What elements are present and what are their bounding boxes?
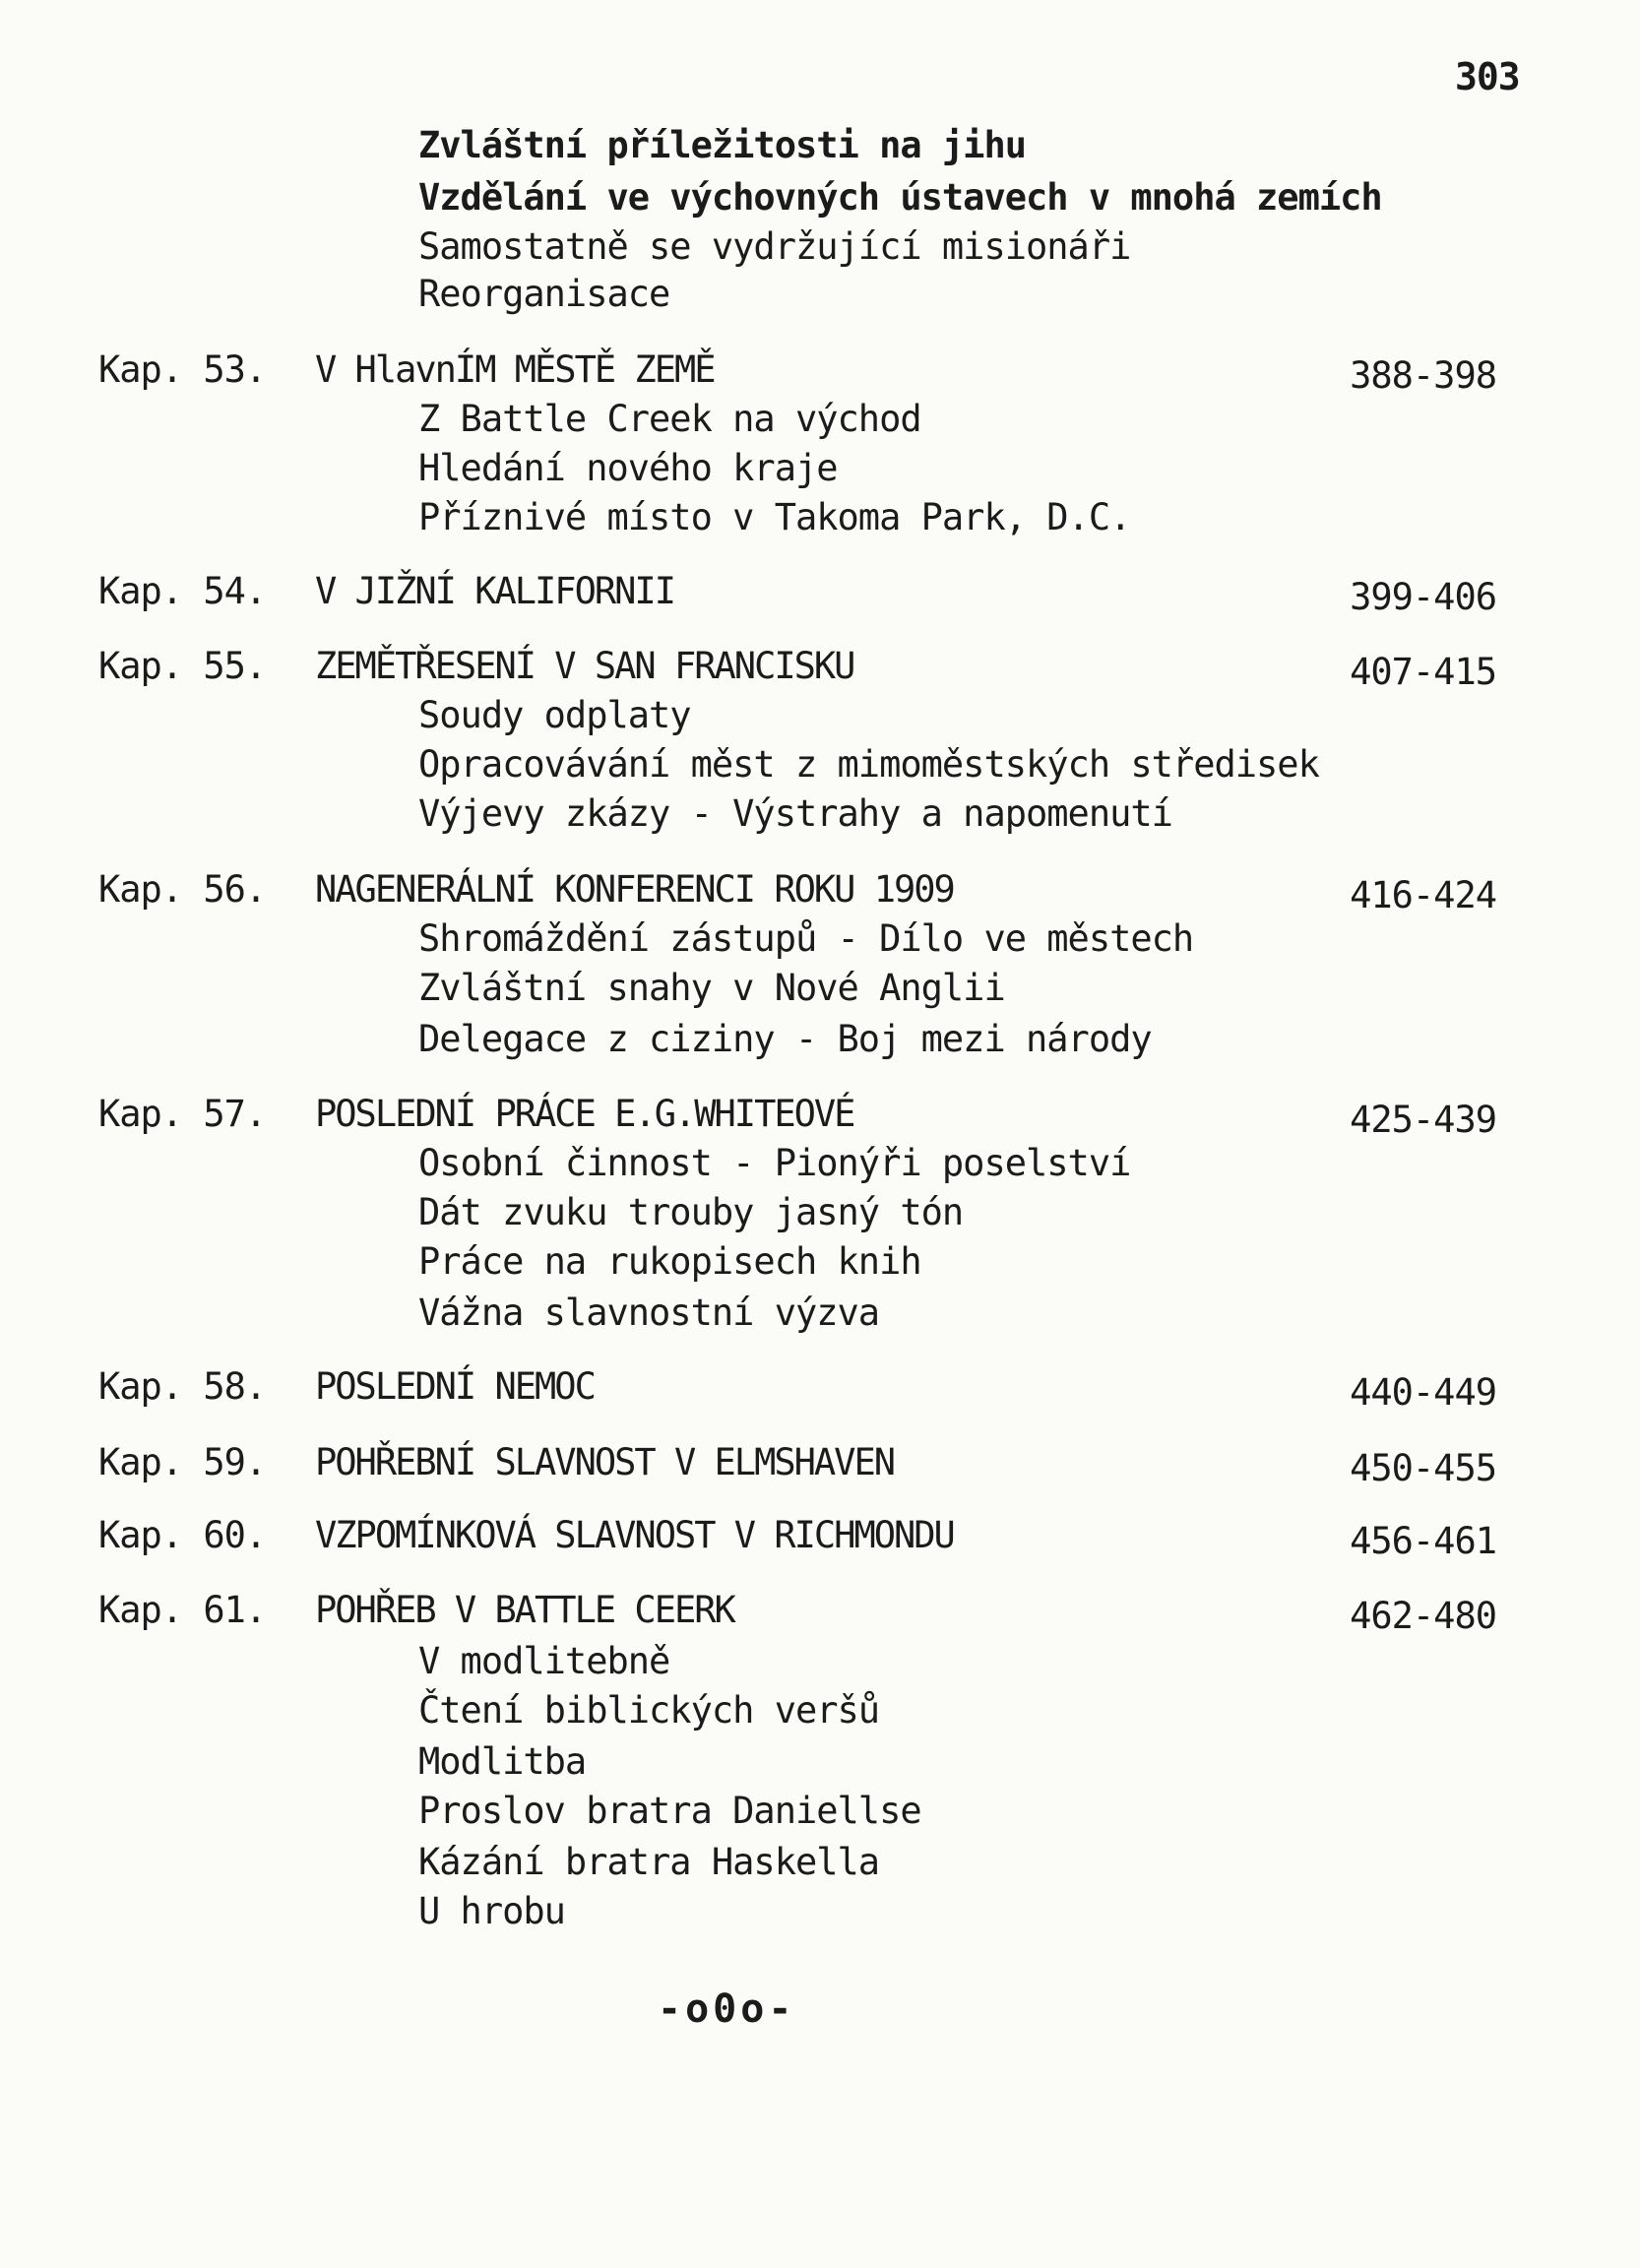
- chapter-subtopic: Z Battle Creek na východ: [418, 398, 921, 440]
- chapter-title: POSLEDNÍ PRÁCE E.G.WHITEOVÉ: [315, 1093, 854, 1135]
- chapter-label: Kap. 59.: [98, 1441, 267, 1483]
- chapter-entry: [98, 643, 1496, 692]
- chapter-label: Kap. 53.: [98, 348, 267, 391]
- chapter-title: ZEMĚTŘESENÍ V SAN FRANCISKU: [315, 645, 854, 687]
- intro-line: Vzdělání ve výchovných ústavech v mnohá zemích: [418, 176, 1382, 219]
- chapter-label: Kap. 58.: [98, 1365, 267, 1408]
- chapter-pages: 388-398: [1350, 354, 1496, 397]
- chapter-subtopic: Shromáždění zástupů - Dílo ve městech: [418, 917, 1194, 960]
- chapter-subtopic: Proslov bratra Daniellse: [418, 1790, 921, 1832]
- chapter-entry: [98, 1439, 1496, 1488]
- chapter-label: Kap. 57.: [98, 1093, 267, 1135]
- chapter-title: V JIŽNÍ KALIFORNII: [315, 570, 674, 612]
- chapter-pages: 456-461: [1350, 1520, 1496, 1562]
- chapter-label: Kap. 54.: [98, 570, 267, 612]
- chapter-entry: [98, 568, 1496, 617]
- chapter-entry: [98, 1512, 1496, 1561]
- chapter-subtopic: Hledání nového kraje: [418, 447, 838, 489]
- page-number: 303: [1455, 55, 1520, 98]
- chapter-title: POHŘEBNÍ SLAVNOST V ELMSHAVEN: [315, 1441, 895, 1483]
- chapter-label: Kap. 61.: [98, 1589, 267, 1631]
- chapter-entry: [98, 1091, 1496, 1140]
- chapter-subtopic: Kázání bratra Haskella: [418, 1841, 880, 1883]
- chapter-subtopic: Vážna slavnostní výzva: [418, 1292, 880, 1334]
- chapter-subtopic: Výjevy zkázy - Výstrahy a napomenutí: [418, 792, 1172, 835]
- chapter-subtopic: Práce na rukopisech knih: [418, 1240, 921, 1283]
- intro-line: Samostatně se vydržující misionáři: [418, 225, 1131, 268]
- chapter-subtopic: Osobní činnost - Pionýři poselství: [418, 1142, 1131, 1184]
- chapter-subtopic: U hrobu: [418, 1890, 565, 1932]
- chapter-subtopic: Zvláštní snahy v Nové Anglii: [418, 967, 1005, 1009]
- chapter-label: Kap. 60.: [98, 1514, 267, 1556]
- chapter-title: VZPOMÍNKOVÁ SLAVNOST V RICHMONDU: [315, 1514, 954, 1556]
- chapter-subtopic: Delegace z ciziny - Boj mezi národy: [418, 1018, 1152, 1060]
- intro-line: Reorganisace: [418, 273, 670, 315]
- chapter-entry: [98, 1587, 1496, 1636]
- chapter-subtopic: Příznivé místo v Takoma Park, D.C.: [418, 496, 1131, 538]
- chapter-pages: 416-424: [1350, 874, 1496, 916]
- chapter-subtopic: Dát zvuku trouby jasný tón: [418, 1191, 964, 1233]
- chapter-pages: 450-455: [1350, 1447, 1496, 1489]
- chapter-subtopic: Opracovávání měst z mimoměstských středisek: [418, 743, 1319, 786]
- chapter-pages: 407-415: [1350, 651, 1496, 693]
- chapter-pages: 462-480: [1350, 1595, 1496, 1637]
- chapter-title: POSLEDNÍ NEMOC: [315, 1365, 595, 1408]
- chapter-entry: [98, 866, 1496, 915]
- chapter-subtopic: V modlitebně: [418, 1640, 670, 1682]
- chapter-pages: 425-439: [1350, 1099, 1496, 1141]
- end-ornament: -o0o-: [658, 1986, 796, 2032]
- intro-line: Zvláštní příležitosti na jihu: [418, 124, 1027, 166]
- chapter-title: V HlavnÍM MĚSTĚ ZEMĚ: [315, 348, 715, 391]
- chapter-entry: [98, 346, 1496, 396]
- chapter-entry: [98, 1363, 1496, 1413]
- chapter-subtopic: Modlitba: [418, 1740, 587, 1783]
- chapter-title: POHŘEB V BATTLE CEERK: [315, 1589, 734, 1631]
- chapter-pages: 399-406: [1350, 576, 1496, 618]
- chapter-title: NAGENERÁLNÍ KONFERENCI ROKU 1909: [315, 868, 954, 911]
- chapter-label: Kap. 55.: [98, 645, 267, 687]
- chapter-label: Kap. 56.: [98, 868, 267, 911]
- chapter-pages: 440-449: [1350, 1371, 1496, 1414]
- chapter-subtopic: Soudy odplaty: [418, 694, 691, 736]
- chapter-subtopic: Čtení biblických veršů: [418, 1689, 880, 1732]
